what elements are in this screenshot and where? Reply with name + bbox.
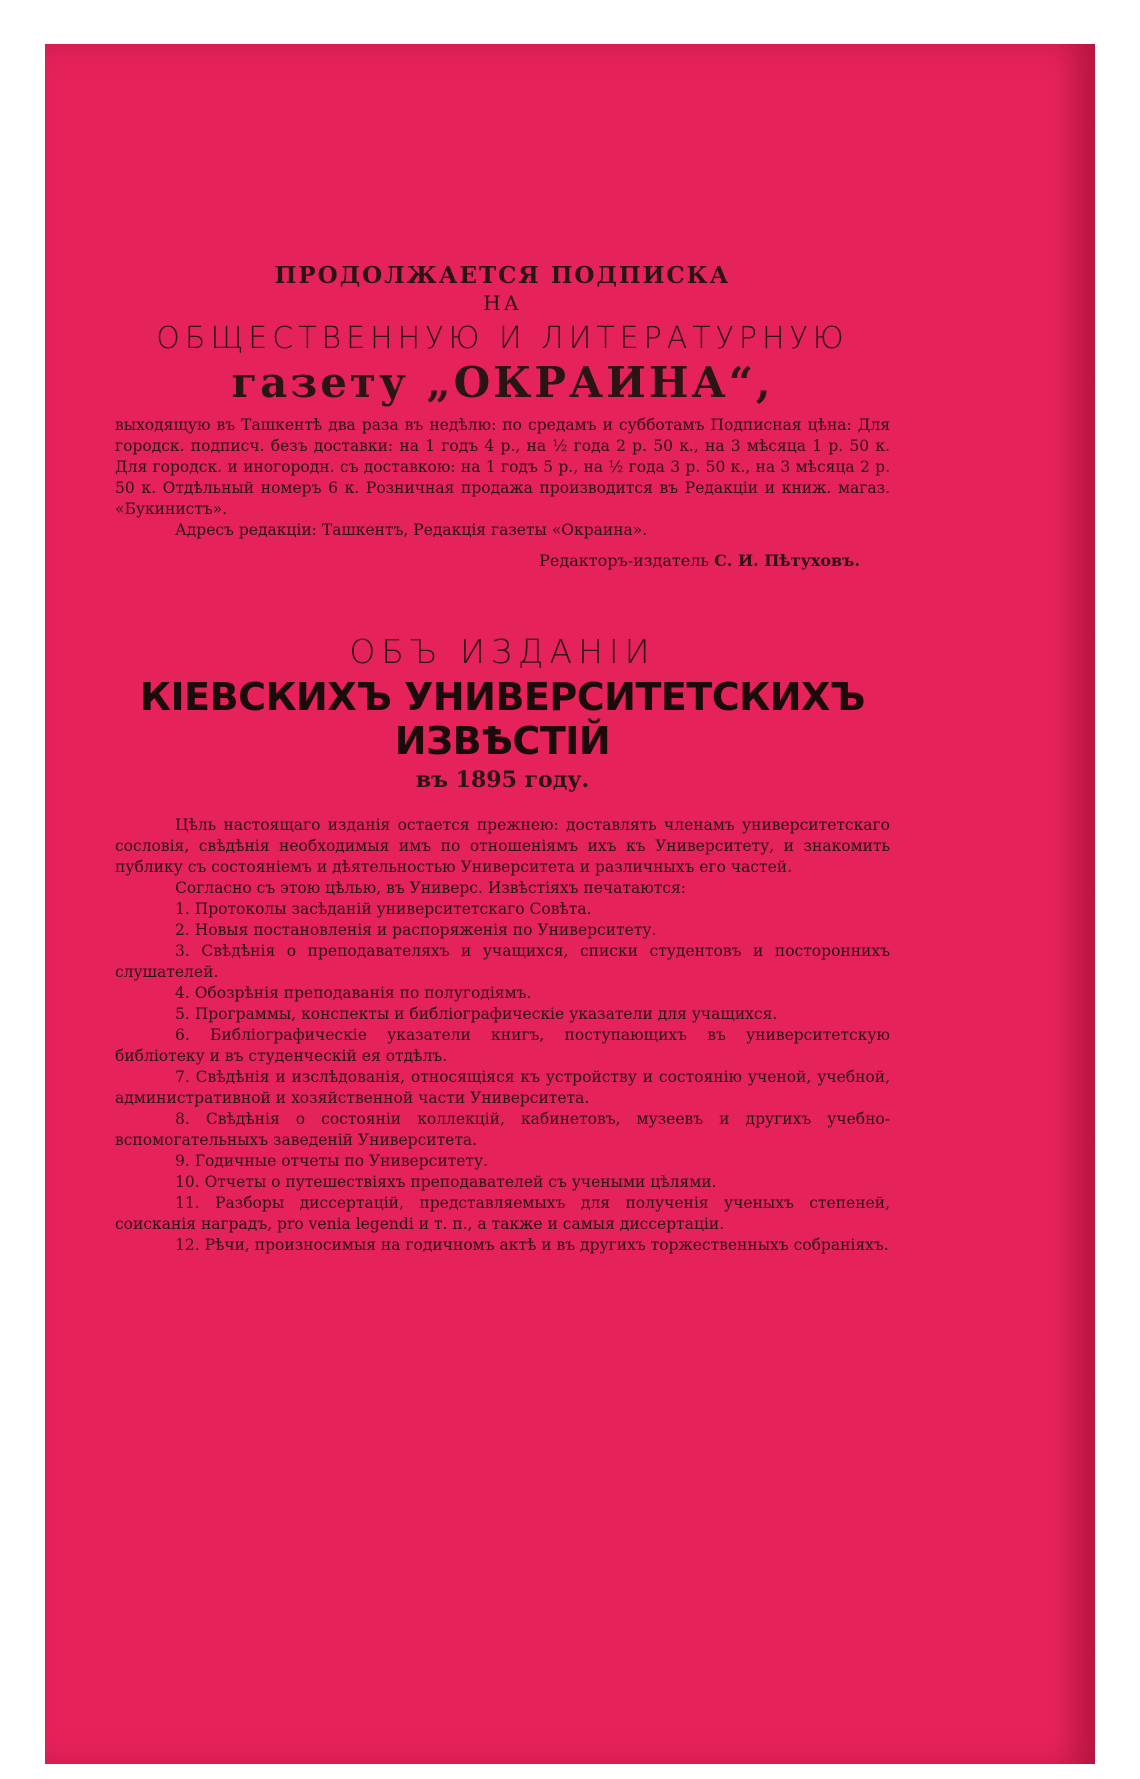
- ad-heading-literary: ОБЩЕСТВЕННУЮ И ЛИТЕРАТУРНУЮ: [156, 321, 849, 356]
- list-item: 4. Обозрѣнія преподаванія по полугодіямъ.: [175, 984, 532, 1002]
- announcement-lead: Согласно съ этою цѣлью, въ Универс. Извѣстіяхъ печатаются:: [175, 879, 686, 897]
- ad-heading-na: НА: [483, 291, 522, 315]
- list-item: 9. Годичные отчеты по Университету.: [175, 1152, 489, 1170]
- list-item: 6. Библіографическіе указатели книгъ, поступающихъ въ университетскую библіотеку и въ студенческій ея отдѣлъ.: [115, 1026, 890, 1065]
- ad-body: выходящую въ Ташкентѣ два раза въ недѣлю: по средамъ и субботамъ Подписная цѣна: Для городск. подписч. безъ доставки: на 1 годъ 4 р., на ½ года 2 р. 50 к., на 3 мѣсяца 1 р. 50 к. Для городск. и иногородн. съ доставкою: на 1 годъ 5 р., на ½ года 3 р. 50 к., на 3 мѣсяца 2 р. 50 к. Отдѣльный номеръ 6 к. Розничная продажа производится въ Редакціи и книж. магаз. «Букинистъ».: [115, 416, 890, 518]
- ad-heading-newspaper: газету „ОКРАИНА“,: [231, 358, 774, 407]
- list-item: 12. Рѣчи, произносимыя на годичномъ актѣ и въ другихъ торжественныхъ собраніяхъ.: [175, 1236, 889, 1254]
- announcement-title: КІЕВСКИХЪ УНИВЕРСИТЕТСКИХЪ ИЗВѢСТІЙ: [139, 675, 865, 763]
- list-item: 7. Свѣдѣнія и изслѣдованія, относящіяся къ устройству и состоянію ученой, учебной, административной и хозяйственной части Университета.: [115, 1068, 890, 1107]
- page-content: [115, 262, 890, 1256]
- list-item: 10. Отчеты о путешествіяхъ преподавателей съ учеными цѣлями.: [175, 1173, 717, 1191]
- ad-heading-subscription: ПРОДОЛЖАЕТСЯ ПОДПИСКА: [274, 262, 731, 289]
- announcement-year: въ 1895 году.: [415, 767, 590, 793]
- document-page: [45, 44, 1095, 1764]
- ad-address: Адресъ редакціи: Ташкентъ, Редакція газеты «Окраина».: [175, 521, 648, 539]
- page-edge-shadow: [1055, 44, 1095, 1764]
- editor-role: Редакторъ-издатель: [539, 551, 710, 570]
- announcement-heading-ob: ОБЪ ИЗДАНІИ: [349, 632, 656, 671]
- list-item: 8. Свѣдѣнія о состояніи коллекцій, кабинетовъ, музеевъ и другихъ учебно-вспомогательныхъ заведеній Университета.: [115, 1110, 890, 1149]
- list-item: 11. Разборы диссертацій, представляемыхъ для полученія ученыхъ степеней, соисканія наградъ, pro venia legendi и т. п., а также и самыя диссертаціи.: [115, 1194, 890, 1233]
- list-item: 3. Свѣдѣнія о преподавателяхъ и учащихся, списки студентовъ и постороннихъ слушателей.: [115, 942, 890, 981]
- list-item: 1. Протоколы засѣданій университетскаго Совѣта.: [175, 900, 592, 918]
- list-item: 2. Новыя постановленія и распоряженія по Университету.: [175, 921, 657, 939]
- ad-signature: [115, 551, 860, 570]
- list-item: 5. Программы, конспекты и библіографическіе указатели для учащихся.: [175, 1005, 778, 1023]
- editor-name: С. И. Пѣтуховъ.: [714, 551, 860, 570]
- announcement-intro: Цѣль настоящаго изданія остается прежнею: доставлять членамъ университетскаго сословія, свѣдѣнія необходимыя имъ по отношеніямъ ихъ къ Университету, и знакомить публику съ состояніемъ и дѣятельностью Университета и различныхъ его частей.: [115, 816, 890, 876]
